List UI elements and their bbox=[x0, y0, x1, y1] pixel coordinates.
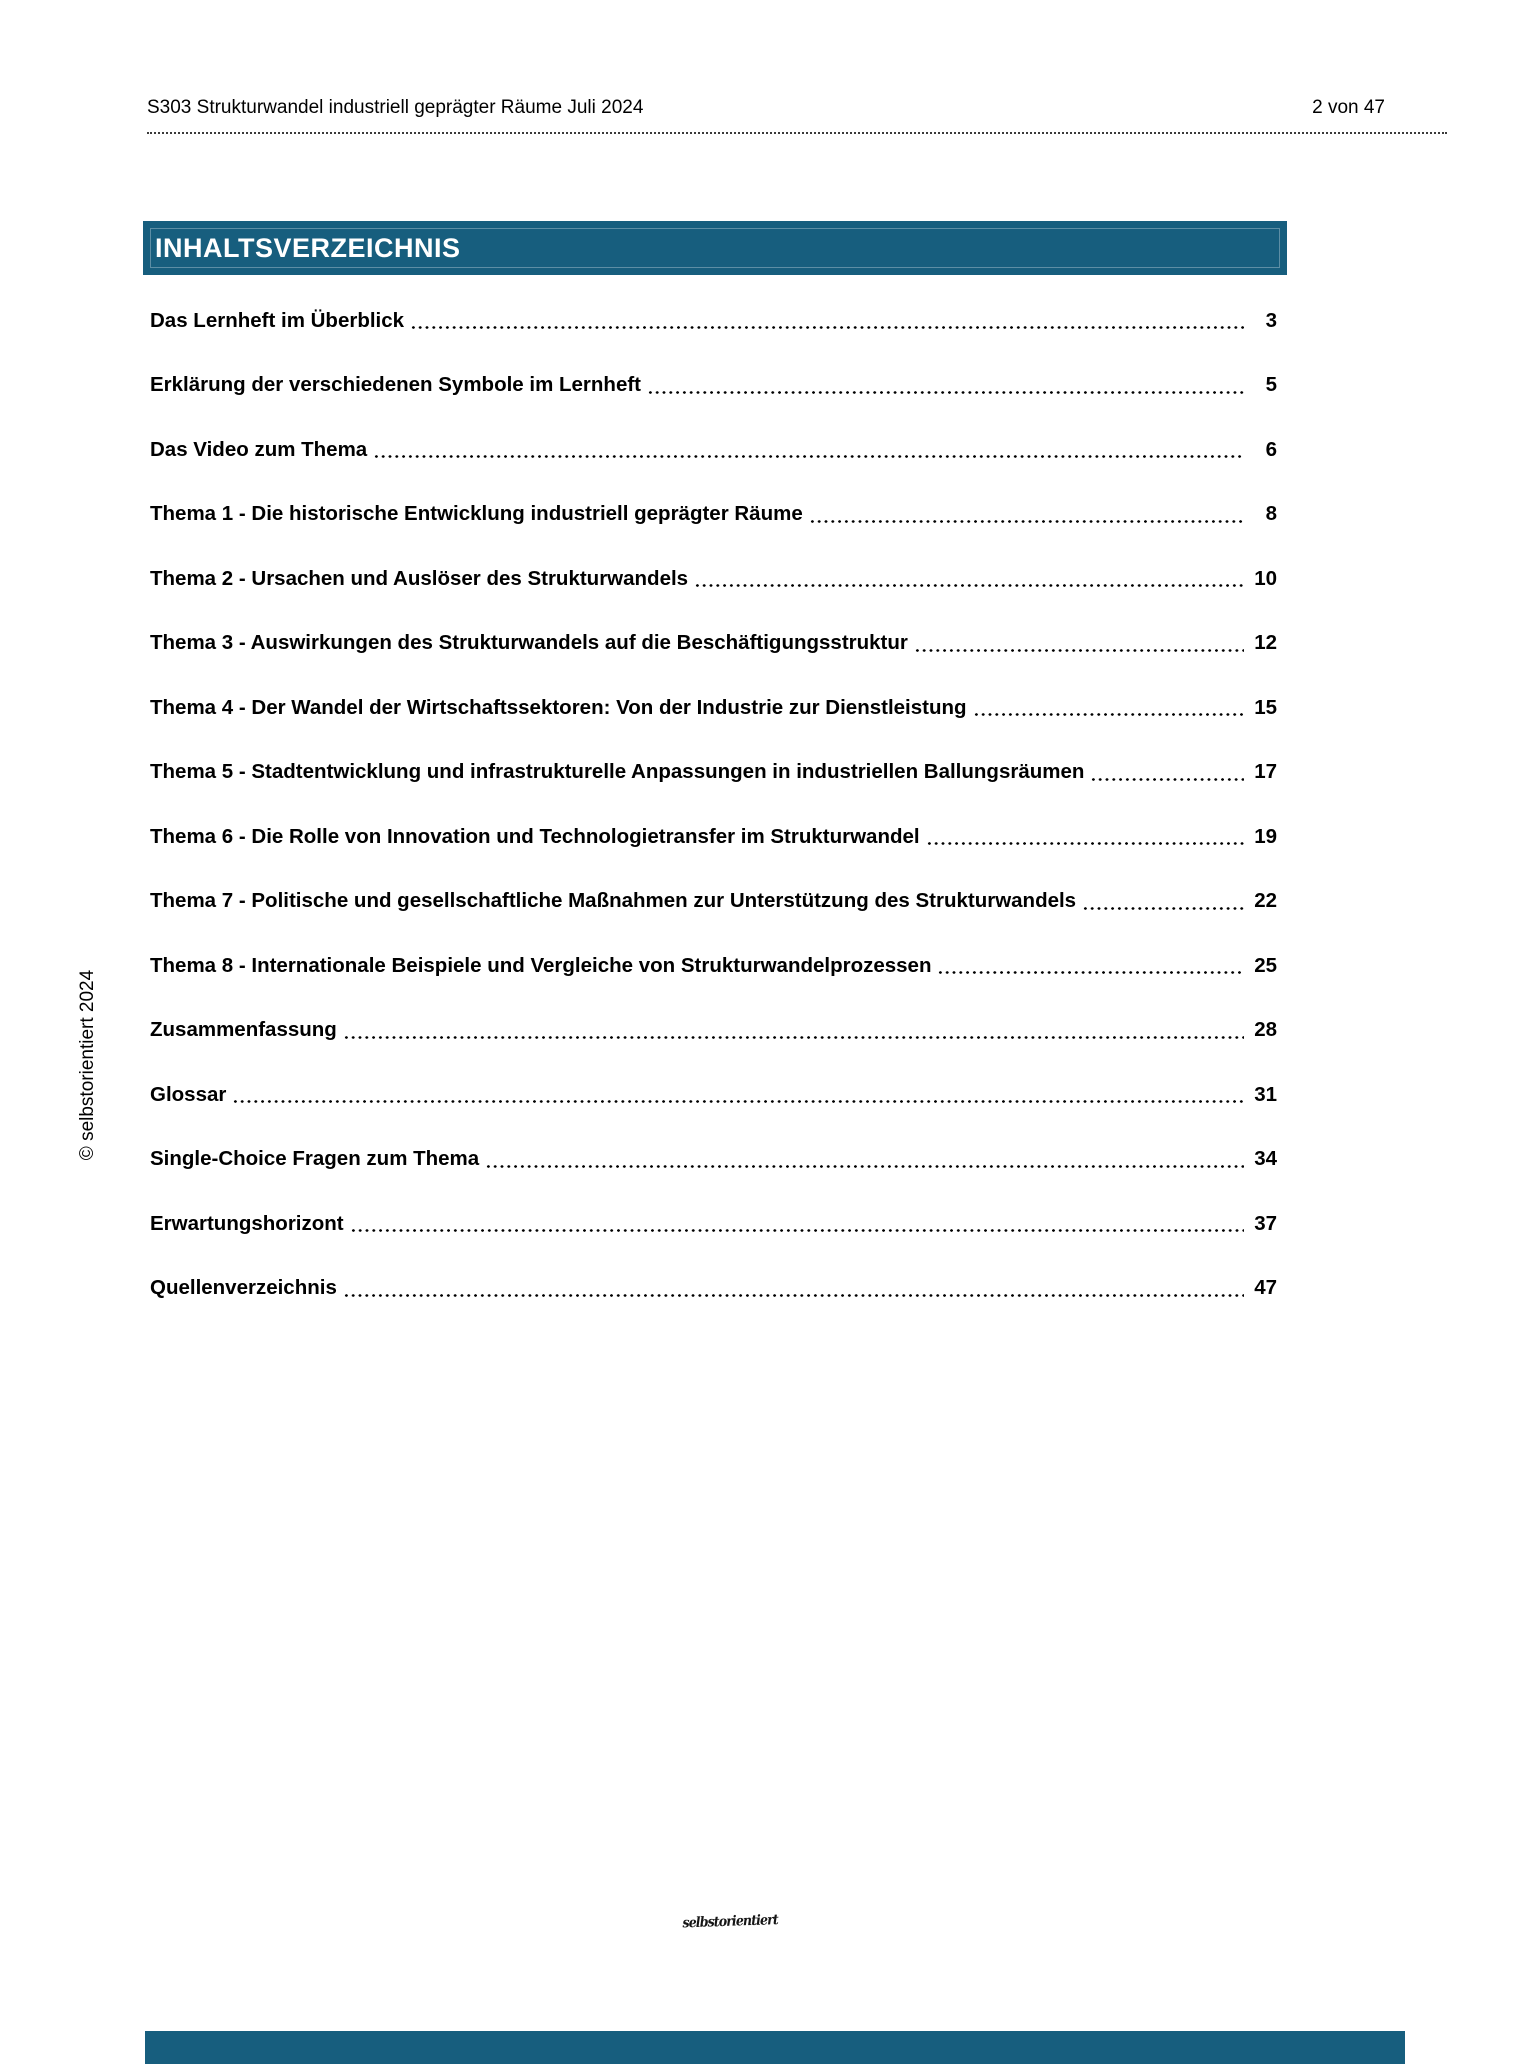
toc-leader-dots bbox=[914, 633, 1244, 653]
page-header bbox=[147, 97, 1447, 134]
toc-entry-title: Thema 3 - Auswirkungen des Strukturwandels auf die Beschäftigungsstruktur bbox=[150, 631, 908, 654]
toc-entry[interactable] bbox=[150, 740, 1277, 805]
toc-entry[interactable] bbox=[150, 611, 1277, 676]
toc-list bbox=[150, 288, 1277, 1348]
toc-leader-dots bbox=[1082, 891, 1244, 911]
toc-entry-page: 5 bbox=[1265, 373, 1277, 396]
toc-entry[interactable] bbox=[150, 288, 1277, 353]
toc-leader-dots bbox=[373, 440, 1244, 460]
toc-entry[interactable] bbox=[150, 353, 1277, 418]
toc-leader-dots bbox=[343, 1020, 1244, 1040]
toc-entry[interactable] bbox=[150, 546, 1277, 611]
toc-entry[interactable] bbox=[150, 933, 1277, 998]
toc-entry-title: Erklärung der verschiedenen Symbole im Lernheft bbox=[150, 373, 642, 396]
toc-entry-page: 10 bbox=[1254, 566, 1277, 590]
toc-leader-dots bbox=[485, 1149, 1244, 1169]
toc-leader-dots bbox=[809, 504, 1244, 524]
toc-entry-page: 31 bbox=[1254, 1082, 1277, 1106]
toc-entry[interactable] bbox=[150, 417, 1277, 482]
toc-leader-dots bbox=[343, 1278, 1244, 1298]
toc-entry-title: Thema 5 - Stadtentwicklung und infrastrukturelle Anpassungen in industriellen Ballungsräumen bbox=[150, 760, 1085, 783]
toc-entry-page: 47 bbox=[1254, 1276, 1277, 1299]
toc-entry[interactable] bbox=[150, 1256, 1277, 1321]
toc-entry[interactable] bbox=[150, 869, 1277, 934]
toc-leader-dots bbox=[694, 569, 1244, 589]
toc-entry-page: 22 bbox=[1254, 889, 1277, 912]
toc-leader-dots bbox=[1090, 762, 1244, 782]
toc-entry-page: 8 bbox=[1265, 502, 1277, 525]
toc-entry-title: Thema 2 - Ursachen und Auslöser des Strukturwandels bbox=[150, 566, 689, 590]
toc-entry-page: 37 bbox=[1254, 1211, 1277, 1235]
header-document-title: S303 Strukturwandel industriell geprägter Räume Juli 2024 bbox=[147, 97, 644, 118]
toc-entry-title: Zusammenfassung bbox=[150, 1018, 337, 1041]
toc-entry-page: 19 bbox=[1254, 824, 1277, 848]
toc-entry-page: 17 bbox=[1254, 760, 1277, 783]
toc-banner bbox=[143, 221, 1287, 275]
toc-entry[interactable] bbox=[150, 1191, 1277, 1256]
toc-leader-dots bbox=[350, 1214, 1244, 1234]
header-page-indicator: 2 von 47 bbox=[1312, 97, 1385, 118]
toc-entry-title: Thema 7 - Politische und gesellschaftliche Maßnahmen zur Unterstützung des Strukturwandels bbox=[150, 889, 1077, 912]
toc-leader-dots bbox=[232, 1085, 1244, 1105]
toc-entry-title: Erwartungshorizont bbox=[150, 1211, 344, 1235]
toc-entry-page: 6 bbox=[1265, 437, 1277, 461]
toc-entry-page: 3 bbox=[1265, 308, 1277, 332]
toc-entry[interactable] bbox=[150, 482, 1277, 547]
toc-entry-title: Thema 8 - Internationale Beispiele und Vergleiche von Strukturwandelprozessen bbox=[150, 953, 932, 977]
toc-entry-title: Thema 4 - Der Wandel der Wirtschaftssektoren: Von der Industrie zur Dienstleistung bbox=[150, 695, 967, 719]
toc-entry[interactable] bbox=[150, 804, 1277, 869]
toc-entry-title: Glossar bbox=[150, 1082, 227, 1106]
toc-entry-title: Thema 1 - Die historische Entwicklung industriell geprägter Räume bbox=[150, 502, 803, 525]
toc-banner-title: INHALTSVERZEICHNIS bbox=[155, 232, 461, 263]
toc-entry[interactable] bbox=[150, 1127, 1277, 1192]
copyright-side-note: © selbstorientiert 2024 bbox=[77, 969, 98, 1161]
toc-entry[interactable] bbox=[150, 998, 1277, 1063]
toc-leader-dots bbox=[647, 375, 1244, 395]
toc-entry[interactable] bbox=[150, 1062, 1277, 1127]
toc-entry-page: 15 bbox=[1254, 695, 1277, 719]
toc-leader-dots bbox=[926, 827, 1244, 847]
toc-entry-title: Thema 6 - Die Rolle von Innovation und Technologietransfer im Strukturwandel bbox=[150, 824, 920, 848]
toc-entry-title: Quellenverzeichnis bbox=[150, 1276, 337, 1299]
toc-entry-title: Das Video zum Thema bbox=[150, 437, 368, 461]
toc-entry[interactable] bbox=[150, 675, 1277, 740]
toc-leader-dots bbox=[410, 311, 1244, 331]
toc-leader-dots bbox=[973, 698, 1244, 718]
toc-entry-title: Das Lernheft im Überblick bbox=[150, 308, 405, 332]
toc-leader-dots bbox=[937, 956, 1244, 976]
toc-entry-page: 25 bbox=[1254, 953, 1277, 977]
toc-entry-page: 12 bbox=[1254, 631, 1277, 654]
toc-entry-page: 28 bbox=[1254, 1018, 1277, 1041]
brand-logo: selbstorientiert bbox=[682, 1912, 779, 1932]
toc-entry-title: Single-Choice Fragen zum Thema bbox=[150, 1147, 480, 1170]
toc-entry-page: 34 bbox=[1254, 1147, 1277, 1170]
footer-color-bar bbox=[145, 2031, 1405, 2064]
